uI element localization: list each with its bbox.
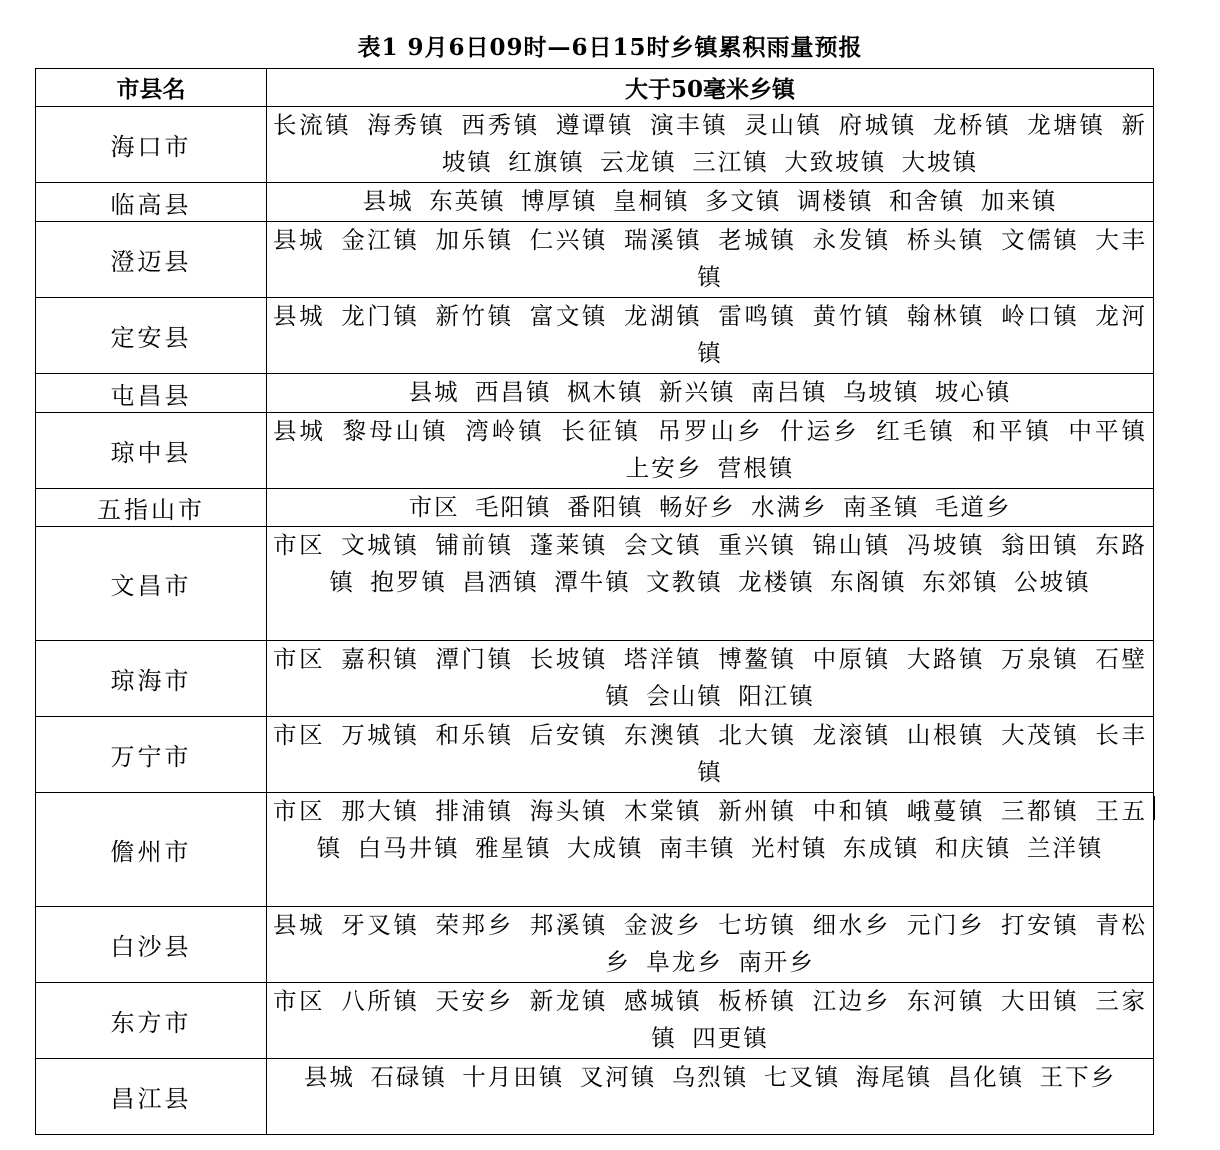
table-row xyxy=(36,907,1154,983)
towns-cell: 县城 牙叉镇 荣邦乡 邦溪镇 金波乡 七坊镇 细水乡 元门乡 打安镇 青松乡 阜龙乡 南开乡 xyxy=(267,907,1154,983)
county-cell: 五指山市 xyxy=(36,489,267,527)
county-cell: 琼海市 xyxy=(36,641,267,717)
towns-cell: 市区 毛阳镇 番阳镇 畅好乡 水满乡 南圣镇 毛道乡 xyxy=(267,489,1154,527)
table-row xyxy=(36,983,1154,1059)
table-row xyxy=(36,641,1154,717)
towns-cell: 县城 黎母山镇 湾岭镇 长征镇 吊罗山乡 什运乡 红毛镇 和平镇 中平镇 上安乡 营根镇 xyxy=(267,413,1154,489)
towns-cell: 市区 文城镇 铺前镇 蓬莱镇 会文镇 重兴镇 锦山镇 冯坡镇 翁田镇 东路镇 抱罗镇 昌洒镇 潭牛镇 文教镇 龙楼镇 东阁镇 东郊镇 公坡镇 xyxy=(267,527,1154,641)
county-cell: 万宁市 xyxy=(36,717,267,793)
county-cell: 屯昌县 xyxy=(36,374,267,413)
county-cell: 琼中县 xyxy=(36,413,267,489)
towns-cell: 市区 嘉积镇 潭门镇 长坡镇 塔洋镇 博鳌镇 中原镇 大路镇 万泉镇 石壁镇 会山镇 阳江镇 xyxy=(267,641,1154,717)
county-cell: 澄迈县 xyxy=(36,222,267,298)
towns-cell: 县城 西昌镇 枫木镇 新兴镇 南吕镇 乌坡镇 坡心镇 xyxy=(267,374,1154,413)
towns-cell: 市区 八所镇 天安乡 新龙镇 感城镇 板桥镇 江边乡 东河镇 大田镇 三家镇 四更镇 xyxy=(267,983,1154,1059)
towns-cell: 县城 石碌镇 十月田镇 叉河镇 乌烈镇 七叉镇 海尾镇 昌化镇 王下乡 xyxy=(267,1059,1154,1135)
table-row xyxy=(36,413,1154,489)
towns-cell: 县城 龙门镇 新竹镇 富文镇 龙湖镇 雷鸣镇 黄竹镇 翰林镇 岭口镇 龙河镇 xyxy=(267,298,1154,374)
table-row xyxy=(36,222,1154,298)
county-cell: 临高县 xyxy=(36,183,267,222)
rainfall-table xyxy=(35,68,1154,1135)
table-row xyxy=(36,183,1154,222)
table-row xyxy=(36,1059,1154,1135)
county-cell: 昌江县 xyxy=(36,1059,267,1135)
table-title: 表1 9月6日09时—6日15时乡镇累积雨量预报 xyxy=(357,34,863,61)
table-row xyxy=(36,489,1154,527)
text-cursor xyxy=(1154,796,1155,820)
table-row xyxy=(36,298,1154,374)
towns-cell: 市区 万城镇 和乐镇 后安镇 东澳镇 北大镇 龙滚镇 山根镇 大茂镇 长丰镇 xyxy=(267,717,1154,793)
table-row xyxy=(36,374,1154,413)
county-cell: 儋州市 xyxy=(36,793,267,907)
table-row xyxy=(36,107,1154,183)
header-towns: 大于50毫米乡镇 xyxy=(267,69,1154,107)
table-header-row xyxy=(36,69,1154,107)
county-cell: 白沙县 xyxy=(36,907,267,983)
towns-cell: 市区 那大镇 排浦镇 海头镇 木棠镇 新州镇 中和镇 峨蔓镇 三都镇 王五镇 白马井镇 雅星镇 大成镇 南丰镇 光村镇 东成镇 和庆镇 兰洋镇 xyxy=(267,793,1154,907)
table-row xyxy=(36,527,1154,641)
header-county: 市县名 xyxy=(36,69,267,107)
county-cell: 海口市 xyxy=(36,107,267,183)
towns-cell: 长流镇 海秀镇 西秀镇 遵谭镇 演丰镇 灵山镇 府城镇 龙桥镇 龙塘镇 新坡镇 红旗镇 云龙镇 三江镇 大致坡镇 大坡镇 xyxy=(267,107,1154,183)
county-cell: 东方市 xyxy=(36,983,267,1059)
table-row xyxy=(36,793,1154,907)
county-cell: 定安县 xyxy=(36,298,267,374)
county-cell: 文昌市 xyxy=(36,527,267,641)
towns-cell: 县城 金江镇 加乐镇 仁兴镇 瑞溪镇 老城镇 永发镇 桥头镇 文儒镇 大丰镇 xyxy=(267,222,1154,298)
table-row xyxy=(36,717,1154,793)
towns-cell: 县城 东英镇 博厚镇 皇桐镇 多文镇 调楼镇 和舍镇 加来镇 xyxy=(267,183,1154,222)
